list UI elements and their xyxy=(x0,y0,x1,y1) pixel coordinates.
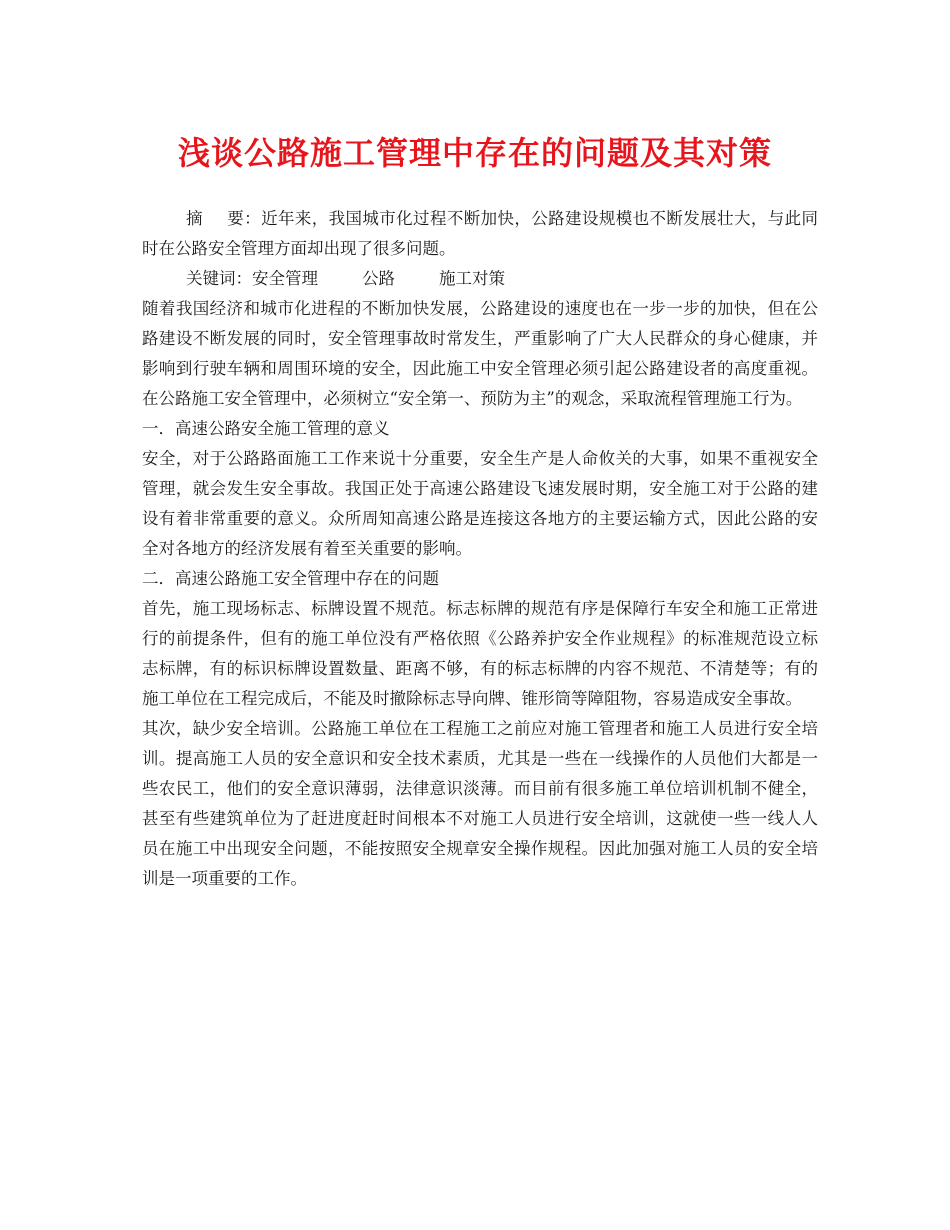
section-2-paragraph-2: 其次，缺少安全培训。公路施工单位在工程施工之前应对施工管理者和施工人员进行安全培训。提高施工人员的安全意识和安全技术素质，尤其是一些在一线操作的人员他们大都是一些农民工，他们的安全意识薄弱，法律意识淡薄。而目前有很多施工单位培训机制不健全，甚至有些建筑单位为了赶进度赶时间根本不对施工人员进行安全培训，这就使一些一线人人员在施工中出现安全问题，不能按照安全规章安全操作规程。因此加强对施工人员的安全培训是一项重要的工作。 xyxy=(142,719,818,888)
intro-paragraph: 随着我国经济和城市化进程的不断加快发展，公路建设的速度也在一步一步的加快，但在公路建设不断发展的同时，安全管理事故时常发生，严重影响了广大人民群众的身心健康，并影响到行驶车辆和周围环境的安全，因此施工中安全管理必须引起公路建设者的高度重视。在公路施工安全管理中，必须树立“安全第一、预防为主”的观念，采取流程管理施工行为。 xyxy=(142,299,818,408)
abstract-label-a: 摘 xyxy=(186,209,203,228)
document-title: 浅谈公路施工管理中存在的问题及其对策 xyxy=(177,134,772,172)
document-body xyxy=(142,204,818,894)
keyword-item: 施工对策 xyxy=(439,269,505,288)
section-2-paragraph-1: 首先，施工现场标志、标牌设置不规范。标志标牌的规范有序是保障行车安全和施工正常进行的前提条件，但有的施工单位没有严格依照《公路养护安全作业规程》的标准规范设立标志标牌，有的标识标牌设置数量、距离不够，有的标志标牌的内容不规范、不清楚等；有的施工单位在工程完成后，不能及时撤除标志导向牌、锥形筒等障阻物，容易造成安全事故。 xyxy=(142,599,818,708)
keywords-line xyxy=(142,264,818,294)
section-heading-2: 二．高速公路施工安全管理中存在的问题 xyxy=(142,569,439,588)
keyword-item: 安全管理 xyxy=(252,269,318,288)
keyword-item: 公路 xyxy=(362,269,395,288)
abstract-label-b: 要： xyxy=(226,209,262,228)
section-heading-1: 一．高速公路安全施工管理的意义 xyxy=(142,419,390,438)
abstract-paragraph xyxy=(142,204,818,264)
section-1-paragraph: 安全，对于公路路面施工工作来说十分重要，安全生产是人命攸关的大事，如果不重视安全管理，就会发生安全事故。我国正处于高速公路建设飞速发展时期，安全施工对于公路的建设有着非常重要的意义。众所周知高速公路是连接这各地方的主要运输方式，因此公路的安全对各地方的经济发展有着至关重要的影响。 xyxy=(142,449,818,558)
abstract-text: 近年来，我国城市化过程不断加快，公路建设规模也不断发展壮大，与此同时在公路安全管理方面却出现了很多问题。 xyxy=(142,209,819,258)
keywords-label: 关键词： xyxy=(186,269,252,288)
